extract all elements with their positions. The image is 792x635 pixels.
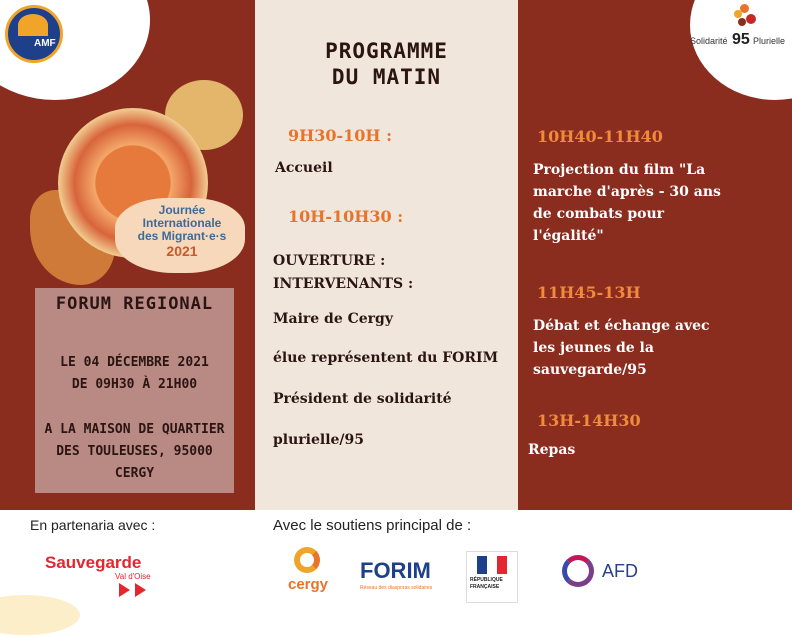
cergy-name: cergy: [288, 576, 329, 593]
sauvegarde-logo: [45, 553, 165, 603]
amf-logo: [5, 5, 63, 63]
forum-location-line1: A LA MAISON DE QUARTIER: [44, 422, 225, 437]
cergy-c-icon: [294, 547, 320, 573]
slot2-speakers: INTERVENANTS :: [273, 276, 414, 292]
solidarite-logo: [690, 4, 790, 54]
programme-title-line1: PROGRAMME: [325, 39, 448, 63]
journee-text: [122, 204, 242, 258]
flag-icon: [477, 556, 507, 574]
support-label: Avec le soutiens principal de :: [273, 517, 472, 534]
afd-logo: [562, 555, 652, 589]
partner-label: En partenaria avec :: [30, 517, 156, 533]
afd-name: AFD: [602, 561, 638, 581]
sauvegarde-sub: Val d'Oise: [115, 572, 151, 581]
slot4-line3: sauvegarde/95: [533, 362, 647, 378]
slot3-line1: Projection du film "La: [533, 162, 706, 178]
forum-hours: DE 09H30 À 21H00: [71, 377, 198, 392]
programme-title-line2: DU MATIN: [331, 65, 442, 89]
hand-icon: [734, 4, 758, 30]
slot4-line1: Débat et échange avec: [533, 318, 710, 334]
slot1-time: 9H30-10H :: [288, 126, 393, 145]
slot5-time: 13H-14H30: [537, 411, 641, 430]
forum-title: FORUM REGIONAL: [55, 294, 214, 314]
forum-location-line3: CERGY: [114, 466, 155, 481]
slot3-description: [533, 159, 721, 247]
speaker-president-cont: plurielle/95: [273, 432, 365, 448]
afd-ring-icon: [562, 555, 594, 587]
journee-line2: Internationale: [142, 216, 222, 230]
journee-year: 2021: [166, 243, 198, 259]
slot2-opening: OUVERTURE :: [273, 253, 386, 269]
forim-logo: [360, 558, 450, 598]
amf-logo-sun-icon: [18, 14, 48, 36]
republique-logo: [466, 551, 518, 603]
journee-line1: Journée: [158, 203, 206, 217]
speaker-president: Président de solidarité: [273, 391, 452, 407]
amf-logo-text: AMF: [34, 38, 56, 49]
plurielle-word: Plurielle: [753, 36, 786, 46]
speaker-mayor: Maire de Cergy: [273, 311, 393, 327]
slot5-item: Repas: [528, 442, 576, 458]
republique-line1: RÉPUBLIQUE: [470, 577, 503, 583]
speaker-forim: élue représentent du FORIM: [273, 350, 499, 366]
slot2-time: 10H-10H30 :: [288, 207, 404, 226]
sauvegarde-name: Sauvegarde: [45, 553, 142, 572]
slot4-description: [533, 315, 710, 381]
forim-name: FORIM: [360, 558, 431, 583]
republique-line2: FRANÇAISE: [470, 584, 500, 590]
slot3-line2: marche d'après - 30 ans: [533, 184, 721, 200]
slot3-line3: de combats pour: [533, 206, 665, 222]
solidarite-word: Solidarité: [690, 36, 728, 46]
slot1-item: Accueil: [275, 160, 333, 176]
slot3-time: 10H40-11H40: [537, 127, 663, 146]
slot4-line2: les jeunes de la: [533, 340, 654, 356]
forum-date: LE 04 DÉCEMBRE 2021: [60, 355, 209, 370]
programme-title: [255, 38, 518, 90]
forum-location-line2: DES TOULEUSES, 95000: [56, 444, 213, 459]
migrants-day-illustration: [30, 80, 250, 285]
slot3-line4: l'égalité": [533, 228, 604, 244]
solidarite-number: 95: [732, 31, 750, 48]
cergy-logo: [288, 547, 328, 602]
journee-line3: des Migrant·e·s: [137, 229, 227, 243]
forim-sub: Réseau des diasporas solidaires: [360, 585, 433, 591]
play-arrows-icon: [119, 583, 159, 597]
slot4-time: 11H45-13H: [537, 283, 641, 302]
